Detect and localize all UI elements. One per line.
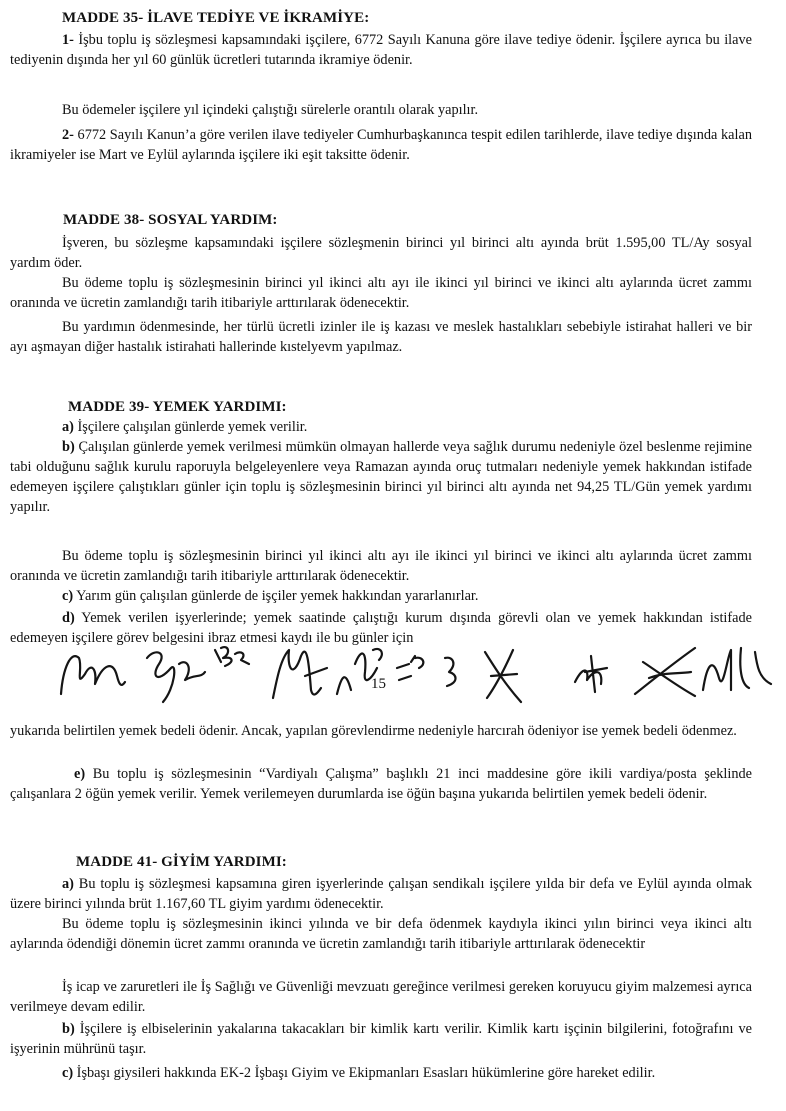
article-41-item-b [10, 1019, 752, 1059]
item-label: d) [62, 610, 75, 626]
signature-10 [703, 648, 771, 690]
article-38-para-2: Bu ödeme toplu iş sözleşmesinin birinci yıl ikinci altı ayı ile ikinci yıl birinci ve ikinci altı aylarında ücret zammı oranında ve ücretin zamlandığı tarih itibariyle arttırılarak ödenecektir. [10, 275, 752, 311]
article-38-title: MADDE 38- SOSYAL YARDIM: [63, 212, 278, 228]
article-41-item-c [10, 1063, 752, 1083]
article-38-para-3: Bu yardımın ödenmesinde, her türlü ücretli izinler ile iş kazası ve meslek hastalıkları sebebiyle istirahat halleri ve bir ayı aşmayan diğer hastalık istirahati hallerinde kıstelyevm yapılmaz. [10, 319, 752, 355]
paragraph-text: İşbaşı giysileri hakkında EK-2 İşbaşı Giyim ve Ekipmanları Esasları hükümlerine göre hareket edilir. [73, 1065, 656, 1081]
article-39-item-a [10, 417, 752, 437]
signature-5 [397, 656, 423, 680]
signature-3 [273, 650, 327, 698]
article-41-title: MADDE 41- GİYİM YARDIMI: [76, 854, 287, 870]
signature-7 [485, 650, 521, 702]
signature-6 [445, 658, 456, 686]
item-label: b) [62, 1021, 75, 1037]
item-number: 1- [62, 32, 74, 48]
item-label: a) [62, 876, 74, 892]
item-label: b) [62, 439, 75, 455]
signature-1 [61, 656, 125, 694]
paragraph-text: İşçilere çalışılan günlerde yemek verilir. [73, 419, 308, 435]
article-41-para-2: Bu ödeme toplu iş sözleşmesinin ikinci yılında ve bir defa ödenmek kaydıyla ikinci yılın birinci veya ikinci altı aylarında ödendiği dönemin ücret zammı oranında ve ücretin zamlandığı tarih itibariyle arttırılarak ödenecektir [10, 916, 752, 952]
item-number: 2- [62, 127, 74, 143]
paragraph-text: İşçilere iş elbiselerinin yakalarına takacakları bir kimlik kartı verilir. Kimlik kartı işçinin bilgilerini, fotoğrafını ve işyerinin mührünü taşır. [10, 1021, 752, 1057]
article-41-para-3: İş icap ve zaruretleri ile İş Sağlığı ve Güvenliği mevzuatı gereğince verilmesi gereken koruyucu giyim malzemesi ayrıca verilmeye devam edilir. [10, 979, 752, 1015]
item-label: e) [74, 766, 86, 782]
signatures [55, 628, 775, 710]
signature-2 [147, 652, 205, 702]
paragraph-text: Yemek verilen işyerlerinde; yemek saatinde çalıştığı kurum dışında görevli olan ve yemek hakkından istifade edemeyen işçilere görev belgesini ibraz etmesi kaydı ile bu günler için [10, 610, 752, 646]
paragraph-text: 6772 Sayılı Kanun’a göre verilen ilave tediyeler Cumhurbaşkanınca tespit edilen tarihlerde, ilave tediye dışında kalan ikramiyeler ise Mart ve Eylül aylarında işçilere iki eşit taksitte ödenir. [10, 127, 752, 163]
item-label: c) [62, 1065, 74, 1081]
paragraph-text: Çalışılan günlerde yemek verilmesi mümkün olmayan hallerde veya sağlık durumu nedeniyle özel beslenme rejimine tabi olduğunu sağlık kurulu raporuyla belgeleyenlere veya Ramazan ayında oruç tutmaları nedeniyle yemek hakkından istifade edemeyen işçilere çalıştıkları günler için toplu iş sözleşmesinin birinci yıl birinci altı ayında net 94,25 TL/Gün yemek yardımı yapılır. [10, 439, 752, 515]
paragraph-text: Yarım gün çalışılan günlerde de işçiler yemek hakkından yararlanırlar. [73, 588, 479, 604]
article-39-item-c [10, 586, 752, 606]
article-35-para-3 [10, 125, 752, 165]
signature-2b [215, 647, 249, 666]
paragraph-text: Bu toplu iş sözleşmesinin “Vardiyalı Çalışma” başlıklı 21 inci maddesine göre ikili vardiya/posta şeklinde çalışanlara 2 öğün yemek verilir. Yemek verilemeyen durumlarda ise öğün başına yukarıda belirtilen yemek bedeli ödenir. [10, 766, 752, 802]
item-label: c) [62, 588, 74, 604]
paragraph-text: İşbu toplu iş sözleşmesi kapsamındaki işçilere, 6772 Sayılı Kanuna göre ilave tediye ödenir. İşçilere ayrıca bu ilave tediyenin dışında her yıl 60 günlük ücretleri tutarında ikramiye ödenir. [10, 32, 752, 68]
article-39-item-e [10, 764, 752, 804]
article-38-para-1: İşveren, bu sözleşme kapsamındaki işçilere sözleşmenin birinci yıl birinci altı ayında brüt 1.595,00 TL/Ay sosyal yardım öder. [10, 235, 752, 271]
article-35-para-1 [10, 30, 752, 70]
article-41-item-a [10, 874, 752, 914]
item-label: a) [62, 419, 74, 435]
signature-9 [635, 648, 695, 696]
article-39-item-b [10, 437, 752, 517]
page-number: 15 [371, 676, 386, 692]
article-39-item-d-continued: yukarıda belirtilen yemek bedeli ödenir. Ancak, yapılan görevlendirme nedeniyle harcırah ödeniyor ise yemek bedeli ödenmez. [10, 723, 737, 739]
article-39-title: MADDE 39- YEMEK YARDIMI: [68, 399, 287, 415]
article-35-para-2: Bu ödemeler işçilere yıl içindeki çalıştığı sürelerle orantılı olarak yapılır. [62, 102, 479, 118]
paragraph-text: Bu toplu iş sözleşmesi kapsamına giren işyerlerinde çalışan sendikalı işçilere yılda bir defa ve Eylül ayında olmak üzere birinci yılında brüt 1.167,60 TL giyim yardımı ödenecektir. [10, 876, 752, 912]
article-35-title: MADDE 35- İLAVE TEDİYE VE İKRAMİYE: [62, 10, 370, 26]
article-39-para-b2: Bu ödeme toplu iş sözleşmesinin birinci yıl ikinci altı ayı ile ikinci yıl birinci ve ikinci altı aylarında ücret zammı oranında ve ücretin zamlandığı tarih itibariyle arttırılarak ödenecektir. [10, 548, 752, 584]
signature-8 [575, 656, 607, 692]
